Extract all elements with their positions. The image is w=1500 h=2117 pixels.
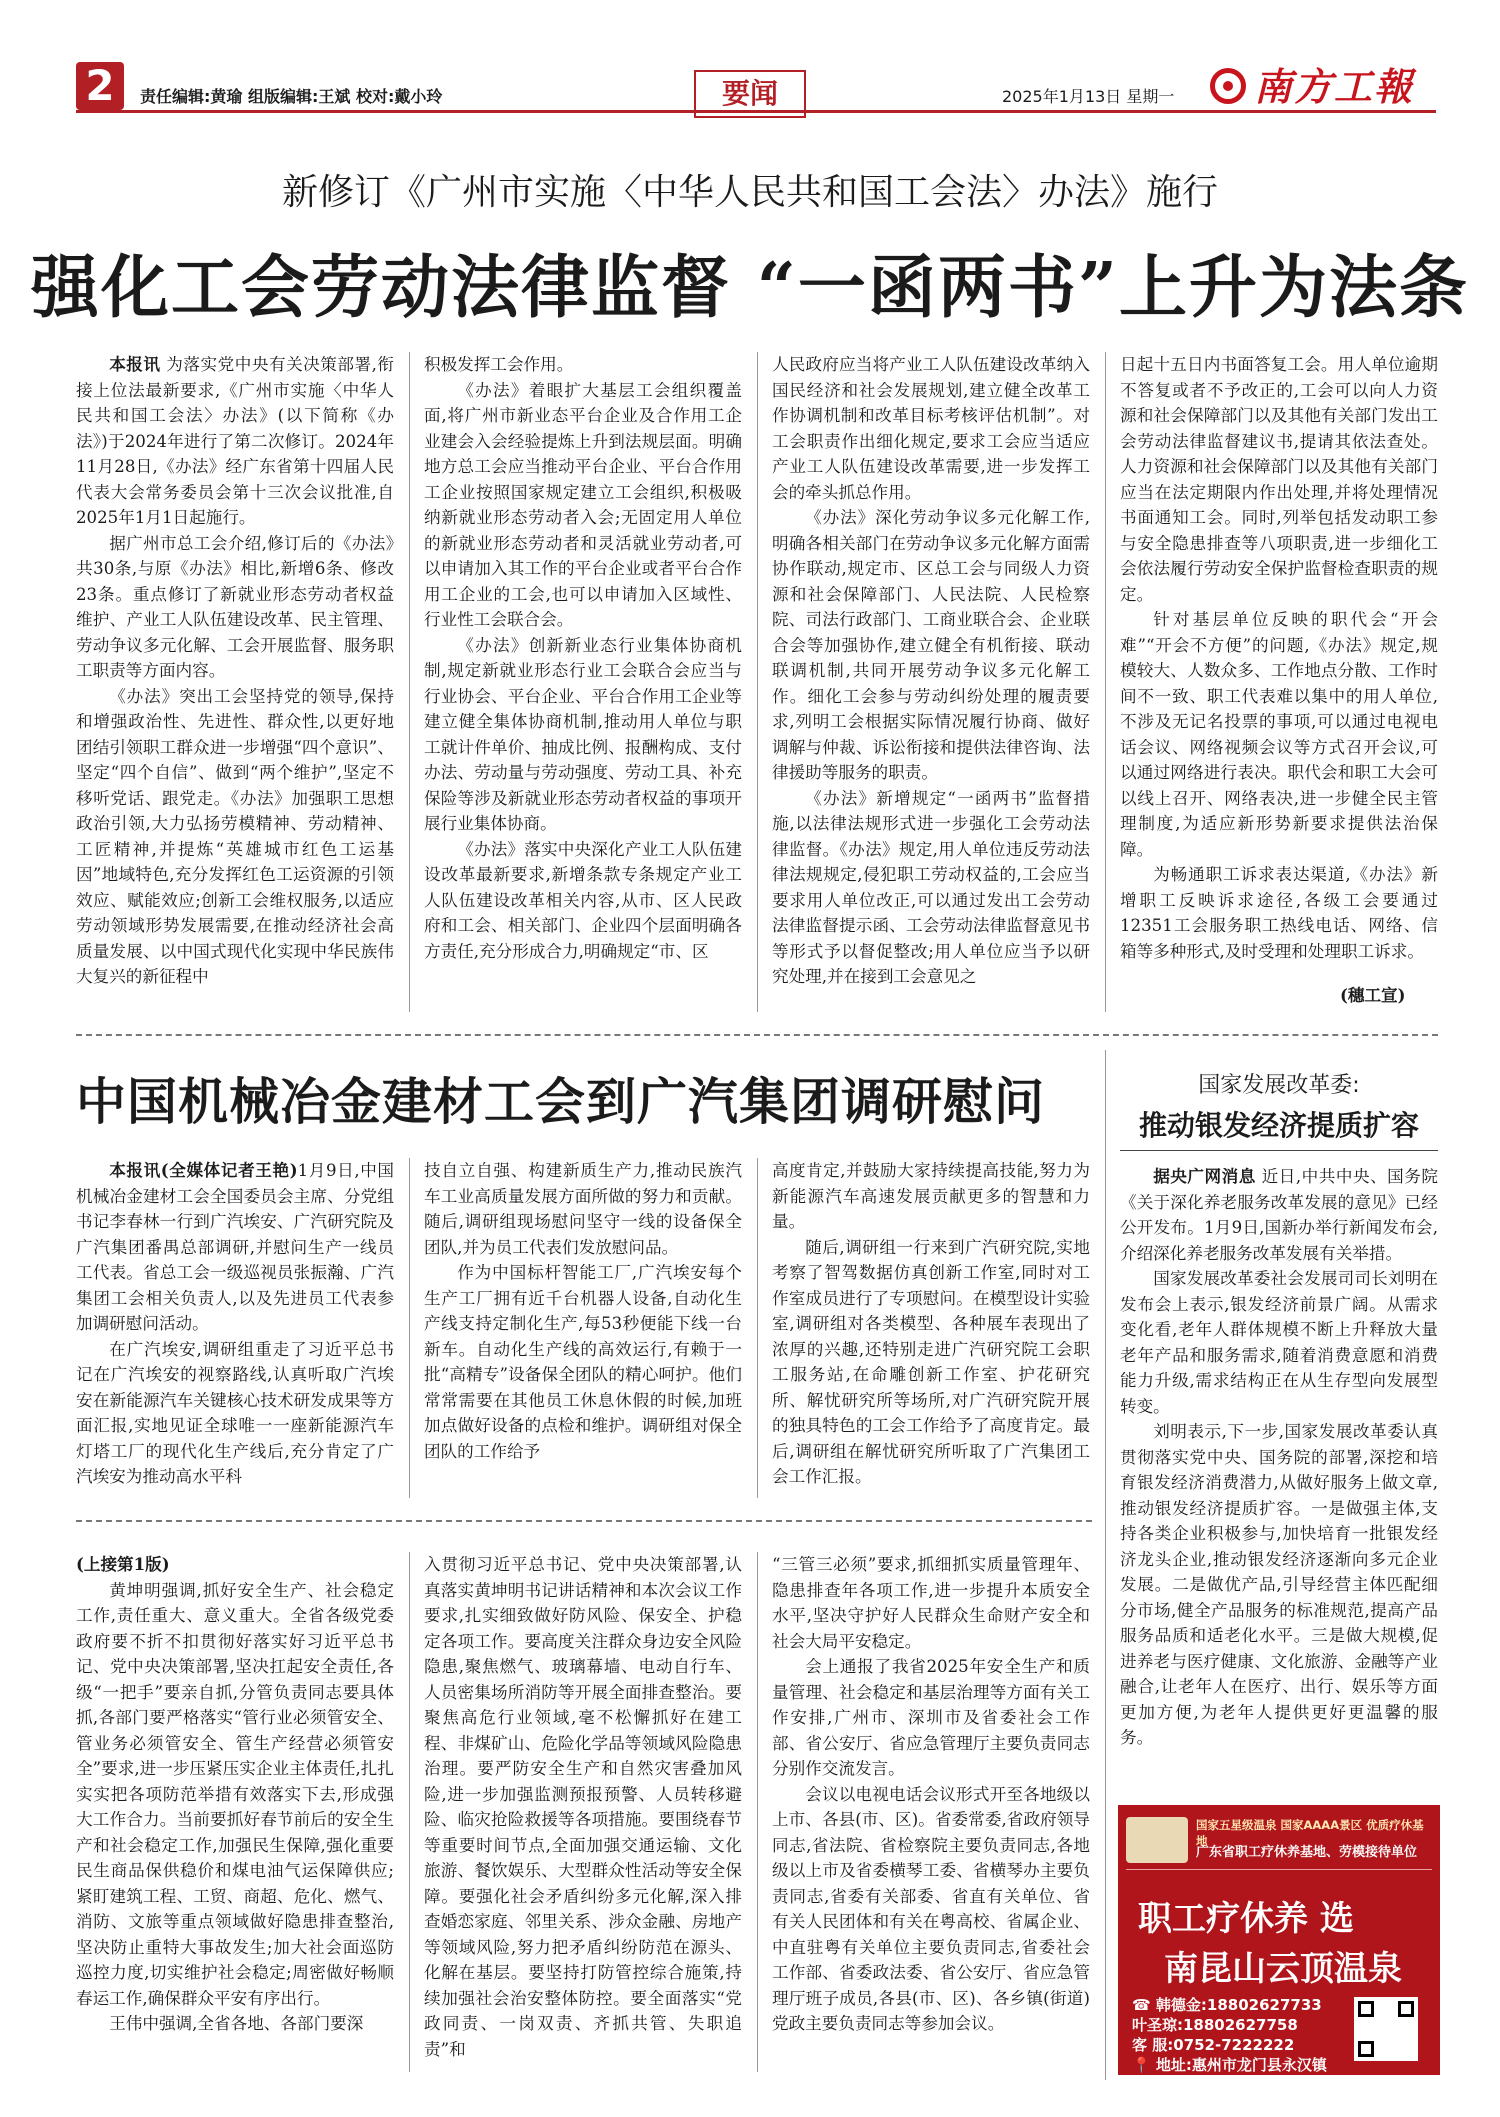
- dateline: 本报讯(全媒体记者王艳): [109, 1160, 298, 1180]
- ad-tags: 国家五星级温泉 国家AAAA景区 优质疗休基地: [1196, 1818, 1424, 1848]
- story1-column-4: [1120, 352, 1438, 964]
- paragraph-text: “三管三必须”要求,抓细抓实质量管理年、隐患排查年各项工作,进一步提升本质安全水平,坚决守护好人民群众生命财产安全和社会大局平安稳定。: [772, 1555, 1090, 1651]
- side-kicker: 国家发展改革委:: [1198, 1073, 1360, 1098]
- section-label: 要闻: [694, 70, 806, 118]
- paragraph: [424, 837, 742, 965]
- paragraph: [424, 352, 742, 378]
- paragraph-text: 刘明表示,下一步,国家发展改革委认真贯彻落实党中央、国务院的部署,深挖和培育银发经济消费潜力,从做好服务上做文章,推动银发经济提质扩容。一是做强主体,支持各类企业积极参与,加快培育一批银发经济龙头企业,推动银发经济逐渐向多元企业发展。二是做优产品,引导经营主体匹配细分市场,健全产品服务的标准规范,提高产品服务品质和适老化水平。三是做大规模,促进养老与医疗健康、文化旅游、金融等产业融合,让老年人在医疗、出行、娱乐等方面更加方便,为老年人提供更好更温馨的服务。: [1120, 1422, 1438, 1747]
- paragraph: [772, 505, 1090, 786]
- side-rule: [1120, 1150, 1438, 1151]
- paragraph-text: 据广州市总工会介绍,修订后的《办法》共30条,与原《办法》相比,新增6条、修改23条。重点修订了新就业形态劳动者权益维护、产业工人队伍建设改革、民主管理、劳动争议多元化解、工会开展监督、服务职工职责等方面内容。: [76, 533, 394, 680]
- paragraph: [76, 684, 394, 990]
- paragraph-text: 会上通报了我省2025年安全生产和质量管理、社会稳定和基层治理等方面有关工作安排,广州市、深圳市及省委社会工作部、省公安厅、省应急管理厅主要负责同志分别作交流发言。: [772, 1657, 1090, 1778]
- paragraph-text: 《办法》创新新业态行业集体协商机制,规定新就业形态行业工会联合会应当与行业协会、平台企业、平台合作用工企业等建立健全集体协商机制,推动用人单位与职工就计件单价、抽成比例、报酬构成、支付办法、劳动量与劳动强度、劳动工具、补充保险等涉及新就业形态劳动者权益的事项开展行业集体协商。: [424, 635, 742, 833]
- paragraph-text: 《办法》深化劳动争议多元化解工作,明确各相关部门在劳动争议多元化解方面需协作联动,规定市、区总工会与同级人力资源和社会保障部门、人民法院、人民检察院、司法行政部门、工商业联合会、企业联合会等加强协作,建立健全有机衔接、联动联调机制,共同开展劳动争议多元化解工作。细化工会参与劳动纠纷处理的履责要求,列明工会根据实际情况履行协商、做好调解与仲裁、诉讼衔接和提供法律咨询、法律援助等服务的职责。: [772, 508, 1090, 782]
- ad-contact-line: ☎ 韩德金:18802627733: [1132, 1996, 1322, 2014]
- qr-code-icon: [1354, 1997, 1418, 2061]
- paragraph: [76, 2011, 394, 2037]
- paragraph-text: 针对基层单位反映的职代会“开会难”“开会不方便”的问题,《办法》规定,规模较大、人数众多、工作地点分散、工作时间不一致、职工代表难以集中的用人单位,不涉及无记名投票的事项,可以通过电视电话会议、网络视频会议等方式召开会议,可以通过网络进行表决。职代会和职工大会可以线上召开、网络表决,进一步健全民主管理制度,为适应新形势新要求提供法治保障。: [1120, 610, 1438, 859]
- paragraph: [424, 1158, 742, 1260]
- ad-unit: 广东省职工疗休养基地、劳模接待单位: [1196, 1845, 1418, 1860]
- story3-column-1: [76, 1552, 394, 2037]
- paragraph-text: 人民政府应当将产业工人队伍建设改革纳入国民经济和社会发展规划,建立健全改革工作协调机制和改革目标考核评估机制”。对工会职责作出细化规定,要求工会应当适应产业工人队伍建设改革需要,进一步发挥工会的牵头抓总作用。: [772, 355, 1090, 502]
- paragraph: [772, 1782, 1090, 2037]
- logo-mark-icon: [1210, 68, 1246, 104]
- ad-contact-line: 客 服:0752-7222222: [1132, 2036, 1295, 2054]
- paragraph-text: 为落实党中央有关决策部署,衔接上位法最新要求,《广州市实施〈中华人民共和国工会法〉办法》(以下简称《办法》)于2024年进行了第二次修订。2024年11月28日,《办法》经广东省第十四届人民代表大会常务委员会第十三次会议批准,自2025年1月1日起施行。: [76, 355, 394, 527]
- paragraph-text: 近日,中共中央、国务院《关于深化养老服务改革发展的意见》已经公开发布。1月9日,国新办举行新闻发布会,介绍深化养老服务改革发展有关举措。: [1120, 1167, 1438, 1263]
- paragraph: [76, 352, 394, 531]
- paragraph: [1120, 1266, 1438, 1419]
- newspaper-logo: [1210, 64, 1440, 110]
- paragraph: [424, 378, 742, 633]
- ad-slogan-line1: 职工疗休养 选: [1138, 1899, 1354, 1939]
- paragraph: [772, 1158, 1090, 1235]
- story2-column-2: [424, 1158, 742, 1464]
- paragraph: [1120, 352, 1438, 607]
- story2-headline: 中国机械冶金建材工会到广汽集团调研慰问: [76, 1072, 1045, 1131]
- column-divider: [1105, 1050, 1106, 2080]
- paragraph-text: 积极发挥工会作用。: [424, 355, 574, 374]
- paragraph-text: 国家发展改革委社会发展司司长刘明在发布会上表示,银发经济前景广阔。从需求变化看,老年人群体规模不断上升释放大量老年产品和服务需求,随着消费意愿和消费能力升级,需求结构正在从生存型向发展型转变。: [1120, 1269, 1438, 1416]
- resort-logo-icon: [1126, 1817, 1188, 1863]
- column-divider: [757, 352, 758, 1012]
- column-divider: [409, 1552, 410, 2072]
- paragraph: [772, 1552, 1090, 1654]
- story1-column-1: [76, 352, 394, 990]
- paragraph-text: 作为中国标杆智能工厂,广汽埃安每个生产工厂拥有近千台机器人设备,自动化生产线支持定制化生产,每53秒便能下线一台新车。自动化生产线的高效运行,有赖于一批“高精专”设备保全团队的精心呵护。他们常常需要在其他员工休息休假的时候,加班加点做好设备的点检和维护。调研组对保全团队的工作给予: [424, 1263, 742, 1461]
- paragraph-text: 《办法》新增规定“一函两书”监督措施,以法律法规形式进一步强化工会劳动法律监督。《办法》规定,用人单位违反劳动法律法规规定,侵犯职工劳动权益的,工会应当要求用人单位改正,可以通过发出工会劳动法律监督提示函、工会劳动法律监督意见书等形式予以督促整改;用人单位应当予以研究处理,并在接到工会意见之: [772, 788, 1090, 986]
- paragraph-text: 为畅通职工诉求表达渠道,《办法》新增职工反映诉求途径,各级工会要通过12351工会服务职工热线电话、网络、信箱等多种形式,及时受理和处理职工诉求。: [1120, 865, 1438, 961]
- column-divider: [1105, 352, 1106, 1012]
- page-number: 2: [76, 62, 124, 110]
- side-title: 推动银发经济提质扩容: [1138, 1109, 1419, 1142]
- paragraph: [772, 1654, 1090, 1782]
- paragraph: [772, 786, 1090, 990]
- paragraph-text: 黄坤明强调,抓好安全生产、社会稳定工作,责任重大、意义重大。全省各级党委政府要不折不扣贯彻好落实好习近平总书记、党中央决策部署,坚决扛起安全责任,各级“一把手”要亲自抓,分管负责同志要具体抓,各部门要严格落实“管行业必须管安全、管业务必须管安全、管生产经营必须管安全”要求,进一步压紧压实企业主体责任,扎扎实实把各项防范举措有效落实下去,形成强大工作合力。当前要抓好春节前后的安全生产和社会稳定工作,加强民生保障,强化重要民生商品保供稳价和煤电油气运保障供应;紧盯建筑工程、工贸、商超、危化、燃气、消防、文旅等重点领域做好隐患排查整治,坚决防止重特大事故发生;加大社会面巡防巡控力度,切实维护社会稳定;周密做好畅顺春运工作,确保群众平安有序出行。: [76, 1580, 394, 2008]
- story1-byline: (穗工宣): [1340, 985, 1406, 1005]
- ad-header: [1126, 1813, 1432, 1870]
- paragraph: [76, 1158, 394, 1337]
- paragraph-text: 技自立自强、构建新质生产力,推动民族汽车工业高质量发展方面所做的努力和贡献。随后,调研组现场慰问坚守一线的设备保全团队,并为员工代表们发放慰问品。: [424, 1161, 742, 1257]
- paragraph: [76, 1578, 394, 2012]
- paragraph: [76, 1552, 394, 1578]
- paragraph: [772, 1235, 1090, 1490]
- section-divider: [76, 1034, 1438, 1036]
- story1-column-2: [424, 352, 742, 964]
- issue-date: 2025年1月13日 星期一: [1002, 87, 1175, 106]
- paragraph-text: (上接第1版): [76, 1554, 170, 1574]
- dateline: 据央广网消息: [1153, 1166, 1256, 1186]
- column-divider: [757, 1158, 758, 1498]
- paragraph-text: 王伟中强调,全省各地、各部门要深: [109, 2014, 364, 2033]
- paragraph: [772, 352, 1090, 505]
- side-column: [1120, 1164, 1438, 1751]
- paragraph: [424, 1260, 742, 1464]
- paragraph: [1120, 1164, 1438, 1266]
- paragraph: [1120, 607, 1438, 862]
- story3-column-3: [772, 1552, 1090, 2037]
- column-divider: [409, 352, 410, 1012]
- header-rule: [76, 110, 1436, 113]
- paragraph-text: 1月9日,中国机械冶金建材工会全国委员会主席、分党组书记李春林一行到广汽埃安、广汽研究院及广汽集团番禺总部调研,并慰问生产一线员工代表。省总工会一级巡视员张振瀚、广汽集团工会相关负责人,以及先进员工代表参加调研慰问活动。: [76, 1161, 394, 1333]
- paragraph: [76, 1337, 394, 1490]
- column-divider: [757, 1552, 758, 2072]
- paragraph-text: 在广汽埃安,调研组重走了习近平总书记在广汽埃安的视察路线,认真听取广汽埃安在新能源汽车关键核心技术研发成果等方面汇报,实地见证全球唯一一座新能源汽车灯塔工厂的现代化生产线后,充分肯定了广汽埃安为推动高水平科: [76, 1339, 394, 1486]
- section-divider: [76, 1520, 1092, 1522]
- story1-column-3: [772, 352, 1090, 990]
- ad-contact-line: 叶圣琼:18802627758: [1132, 2016, 1298, 2034]
- paragraph-text: 随后,调研组一行来到广汽研究院,实地考察了智驾数据仿真创新工作室,同时对工作室成员进行了专项慰问。在模型设计实验室,调研组对各类模型、各种展车表现出了浓厚的兴趣,还特别走进广汽研究院工会职工服务站,在命雕创新工作室、护花研究所、解忧研究所等场所,对广汽研究院开展的独具特色的工会工作给予了高度肯定。最后,调研组在解忧研究所听取了广汽集团工会工作汇报。: [772, 1237, 1090, 1486]
- paragraph: [424, 633, 742, 837]
- story2-column-3: [772, 1158, 1090, 1490]
- ad-contact-line: 📍 地址:惠州市龙门县永汉镇: [1132, 2056, 1327, 2074]
- ad-slogan-line2: 南昆山云顶温泉: [1164, 1949, 1402, 1989]
- logo-text: 南方工報: [1254, 64, 1415, 109]
- dateline: 本报讯: [109, 354, 161, 374]
- column-divider: [409, 1158, 410, 1498]
- story1-headline: 强化工会劳动法律监督 “一函两书”上升为法条: [31, 248, 1469, 328]
- hot-spring-advertisement: [1118, 1805, 1440, 2075]
- paragraph: [1120, 1419, 1438, 1751]
- paragraph: [76, 531, 394, 684]
- paragraph-text: 《办法》落实中央深化产业工人队伍建设改革最新要求,新增条款专条规定产业工人队伍建设改革相关内容,从市、区人民政府和工会、相关部门、企业四个层面明确各方责任,充分形成合力,明确规定“市、区: [424, 839, 742, 961]
- story3-column-2: [424, 1552, 742, 2062]
- paragraph-text: 《办法》突出工会坚持党的领导,保持和增强政治性、先进性、群众性,以更好地团结引领职工群众进一步增强“四个意识”、坚定“四个自信”、做到“两个维护”,坚定不移听党话、跟党走。《办法》加强职工思想政治引领,大力弘扬劳模精神、劳动精神、工匠精神,并提炼“英雄城市红色工运基因”地域特色,充分发挥红色工运资源的引领效应、赋能效应;创新工会维权服务,以适应劳动领域形势发展需要,在推动经济社会高质量发展、以中国式现代化实现中华民族伟大复兴的新征程中: [76, 686, 394, 986]
- paragraph-text: 高度肯定,并鼓励大家持续提高技能,努力为新能源汽车高速发展贡献更多的智慧和力量。: [772, 1161, 1090, 1231]
- paragraph-text: 《办法》着眼扩大基层工会组织覆盖面,将广州市新业态平台企业及合作用工企业建会入会经验提炼上升到法规层面。明确地方总工会应当推动平台企业、平台合作用工企业按照国家规定建立工会组织,积极吸纳新就业形态劳动者入会;无固定用人单位的新就业形态劳动者和灵活就业劳动者,可以申请加入其工作的平台企业或者平台合作用工企业的工会,也可以申请加入区域性、行业性工会联合会。: [424, 380, 742, 629]
- ad-contacts: [1132, 1995, 1327, 2075]
- paragraph: [1120, 862, 1438, 964]
- paragraph-text: 日起十五日内书面答复工会。用人单位逾期不答复或者不予改正的,工会可以向人力资源和社会保障部门以及其他有关部门发出工会劳动法律监督建议书,提请其依法查处。人力资源和社会保障部门以及其他有关部门应当在法定期限内作出处理,并将处理情况书面通知工会。同时,列举包括发动职工参与安全隐患排查等八项职责,进一步细化工会依法履行劳动安全保护监督检查职责的规定。: [1120, 355, 1438, 604]
- story2-column-1: [76, 1158, 394, 1490]
- editor-credits: 责任编辑:黄瑜 组版编辑:王斌 校对:戴小玲: [140, 87, 443, 106]
- paragraph: [424, 1552, 742, 2062]
- paragraph-text: 入贯彻习近平总书记、党中央决策部署,认真落实黄坤明书记讲话精神和本次会议工作要求,扎实细致做好防风险、保安全、护稳定各项工作。要高度关注群众身边安全风险隐患,聚焦燃气、玻璃幕墙、电动自行车、人员密集场所消防等开展全面排查整治。要聚焦高危行业领域,毫不松懈抓好在建工程、非煤矿山、危险化学品等领域风险隐患治理。要严防安全生产和自然灾害叠加风险,进一步加强监测预报预警、人员转移避险、临灾抢险救援等各项措施。要围绕春节等重要时间节点,全面加强交通运输、文化旅游、餐饮娱乐、大型群众性活动等安全保障。要强化社会矛盾纠纷多元化解,深入排查婚恋家庭、邻里关系、涉众金融、房地产等领域风险,努力把矛盾纠纷防范在源头、化解在基层。要坚持打防管控综合施策,持续加强社会治安整体防控。要全面落实“党政同责、一岗双责、齐抓共管、失职追责”和: [424, 1555, 742, 2059]
- story1-kicker: 新修订《广州市实施〈中华人民共和国工会法〉办法》施行: [281, 172, 1218, 213]
- paragraph-text: 会议以电视电话会议形式开至各地级以上市、各县(市、区)。省委常委,省政府领导同志,省法院、省检察院主要负责同志,各地级以上市及省委横琴工委、省横琴办主要负责同志,省委有关部委、省直有关单位、省有关人民团体和有关在粤高校、省属企业、中直驻粤有关单位主要负责同志,省委社会工作部、省委政法委、省公安厅、省应急管理厅班子成员,各县(市、区)、各乡镇(街道)党政主要负责同志等参加会议。: [772, 1784, 1090, 2033]
